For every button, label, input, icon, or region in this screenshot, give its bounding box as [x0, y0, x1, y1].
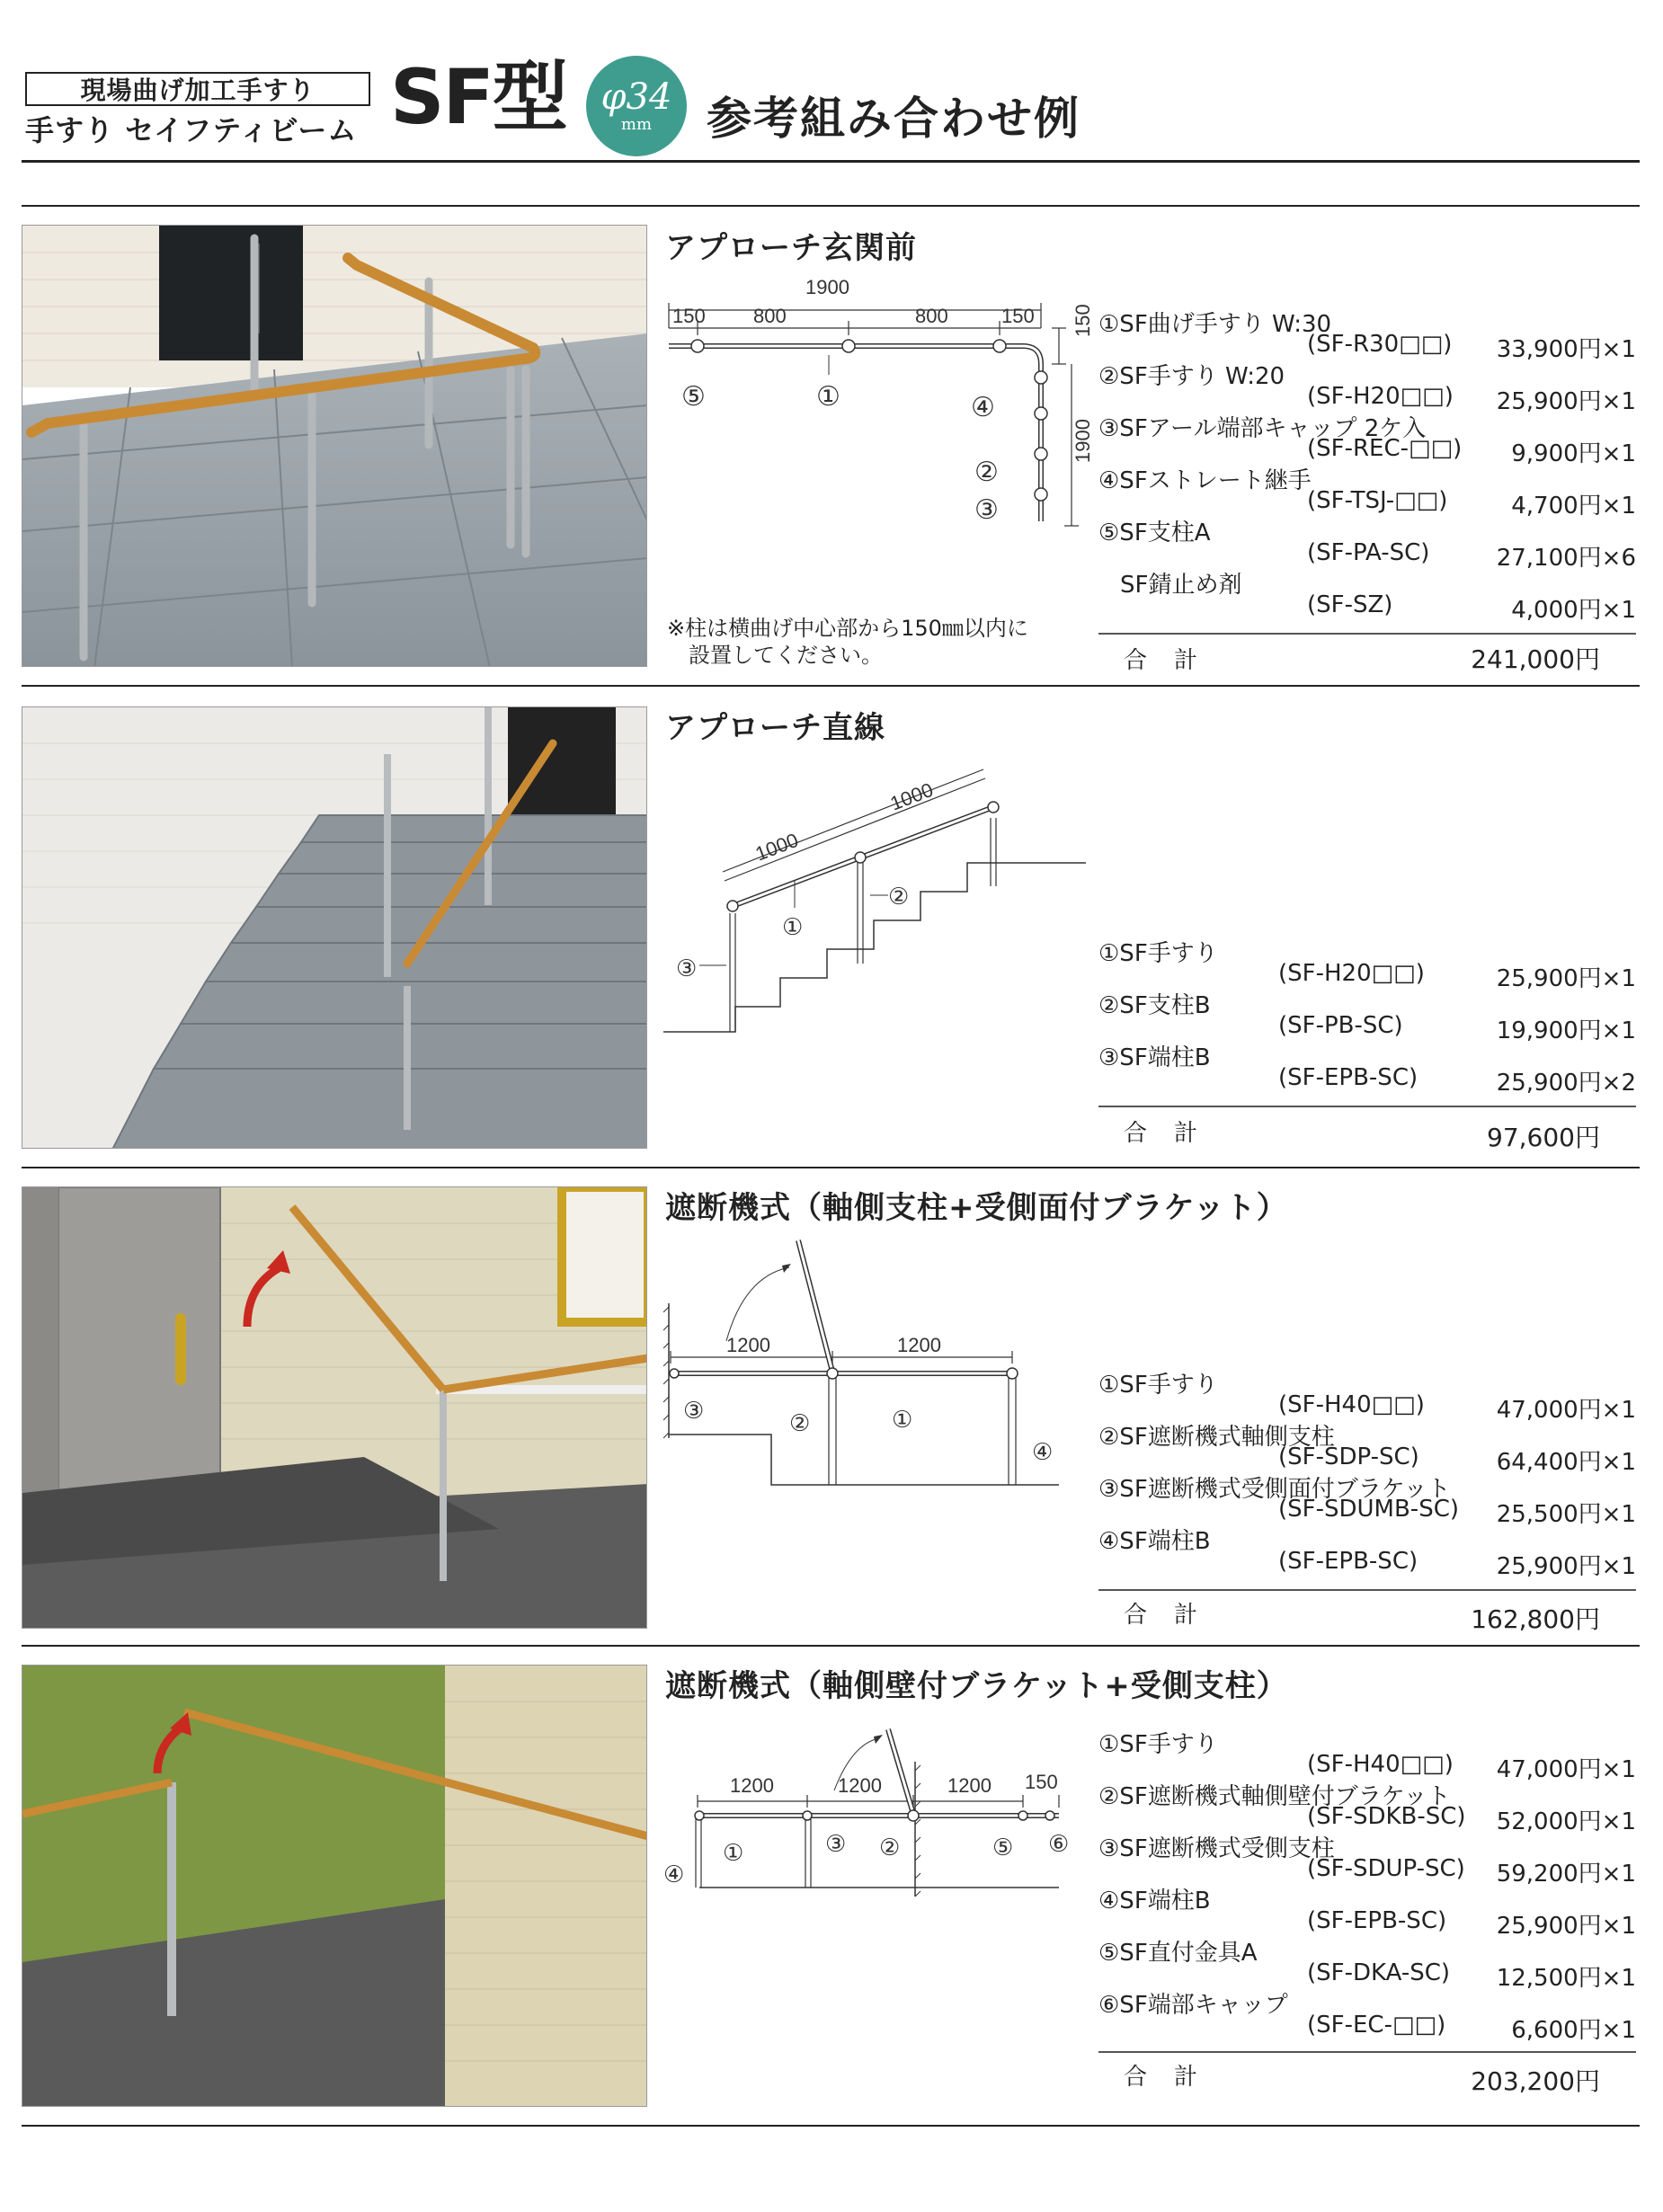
callout-1: ① — [723, 1839, 744, 1866]
photo-gate-wall-illustration — [22, 1666, 647, 2107]
total-label: 合計 — [1124, 647, 1225, 674]
diagram-gate-post — [663, 1231, 1068, 1501]
model-name: SF型 — [390, 53, 566, 141]
part-code: (SF-EPB-SC) — [1307, 1907, 1447, 1934]
part-price: 12,500円×1 — [1496, 1965, 1636, 1992]
part-code: (SF-SDUP-SC) — [1307, 1855, 1465, 1882]
section-rule — [22, 1645, 1640, 1647]
dim-b: 1000 — [886, 777, 937, 815]
note-line-2: 設置してください。 — [689, 643, 883, 668]
total-label: 合計 — [1124, 1602, 1225, 1629]
part-price: 4,700円×1 — [1511, 493, 1636, 520]
part-price: 25,500円×1 — [1496, 1501, 1636, 1528]
callout-1: ① — [892, 1406, 913, 1433]
part-code: (SF-H40□□) — [1307, 1751, 1454, 1778]
callout-3: ③ — [683, 1397, 705, 1424]
part-price: 25,900円×1 — [1496, 388, 1636, 415]
parts-list-gate-wall — [1098, 1726, 1636, 2103]
part-name: ④SF端柱B — [1098, 1888, 1211, 1914]
part-code: (SF-EC-□□) — [1307, 2012, 1446, 2039]
part-price: 25,900円×1 — [1496, 1553, 1636, 1580]
photo-approach-entrance — [22, 225, 647, 667]
total-divider — [1098, 633, 1636, 635]
part-code: (SF-DKA-SC) — [1307, 1959, 1450, 1986]
total-divider — [1098, 2051, 1636, 2053]
callout-2: ② — [974, 458, 999, 487]
diameter-badge — [586, 56, 687, 156]
part-code: (SF-PA-SC) — [1307, 539, 1430, 566]
total-value: 241,000円 — [1471, 644, 1600, 674]
callout-6: ⑥ — [1048, 1830, 1070, 1857]
section-rule — [22, 1167, 1640, 1168]
dim-v150: 150 — [1072, 304, 1094, 337]
callout-2: ② — [879, 1834, 901, 1861]
photo-gate-post — [22, 1186, 647, 1629]
part-price: 64,400円×1 — [1496, 1449, 1636, 1476]
part-price: 25,900円×2 — [1496, 1070, 1636, 1097]
dim-a: 1200 — [726, 1334, 770, 1356]
part-price: 33,900円×1 — [1496, 336, 1636, 363]
section-title: アプローチ直線 — [665, 710, 885, 746]
callout-3: ③ — [974, 495, 999, 525]
dim-150b: 150 — [1001, 305, 1035, 327]
part-code: (SF-SDKB-SC) — [1307, 1803, 1466, 1830]
part-price: 47,000円×1 — [1496, 1397, 1636, 1424]
part-name: ②SF支柱B — [1098, 992, 1211, 1019]
parts-list-gate-post — [1098, 1366, 1636, 1636]
part-code: (SF-SDP-SC) — [1278, 1444, 1419, 1470]
part-name: ④SFストレート継手 — [1098, 467, 1312, 494]
part-price: 52,000円×1 — [1496, 1808, 1636, 1835]
diameter-unit: mm — [620, 115, 653, 134]
part-price: 25,900円×1 — [1496, 1913, 1636, 1940]
callout-4: ④ — [663, 1861, 685, 1888]
total-label: 合計 — [1124, 1120, 1225, 1147]
part-code: (SF-EPB-SC) — [1278, 1064, 1418, 1091]
callout-5: ⑤ — [992, 1834, 1014, 1861]
part-name: ⑥SF端部キャップ — [1098, 1992, 1288, 2019]
part-name: ③SFアール端部キャップ 2ケ入 — [1098, 415, 1427, 442]
photo-gate-wall — [22, 1665, 647, 2107]
part-name: ③SF遮断機式受側面付ブラケット — [1098, 1476, 1451, 1503]
callout-1: ① — [816, 382, 840, 412]
part-price: 59,200円×1 — [1496, 1861, 1636, 1888]
diagram-gate-wall — [663, 1726, 1086, 1906]
part-code: (SF-PB-SC) — [1278, 1012, 1403, 1039]
total-label: 合計 — [1124, 2064, 1225, 2091]
dim-v1900: 1900 — [1072, 419, 1094, 463]
dim-a: 1200 — [730, 1774, 774, 1797]
dim-b: 1200 — [838, 1774, 882, 1797]
part-name: ②SF遮断機式軸側支柱 — [1098, 1424, 1335, 1451]
parts-list-approach-entrance — [1098, 306, 1636, 674]
part-price: 6,600円×1 — [1511, 2017, 1636, 2044]
part-name: ②SF手すり W:20 — [1098, 363, 1285, 390]
part-name: ①SF手すり — [1098, 1372, 1218, 1399]
callout-4: ④ — [1032, 1438, 1054, 1465]
part-price: 9,900円×1 — [1511, 440, 1636, 467]
diagram-approach-straight — [663, 755, 1086, 1043]
part-name: SF錆止め剤 — [1120, 572, 1242, 599]
part-price: 19,900円×1 — [1496, 1017, 1636, 1044]
section-rule — [22, 2125, 1640, 2127]
section-rule — [22, 685, 1640, 687]
photo-approach-straight-illustration — [22, 707, 647, 1149]
note-line-1: ※柱は横曲げ中心部から150㎜以内に — [667, 616, 1028, 641]
dim-800b: 800 — [915, 305, 948, 327]
part-code: (SF-H20□□) — [1278, 960, 1425, 987]
callout-2: ② — [789, 1409, 811, 1436]
dim-800a: 800 — [753, 305, 787, 327]
product-subtitle: 手すり セイフティビーム — [25, 113, 358, 147]
part-code: (SF-H40□□) — [1278, 1391, 1425, 1418]
section-rule — [22, 205, 1640, 207]
installation-note — [667, 615, 1028, 669]
dim-total: 1900 — [805, 276, 849, 298]
total-value: 97,600円 — [1487, 1123, 1600, 1152]
callout-3: ③ — [825, 1830, 847, 1857]
diagram-approach-entrance — [663, 274, 1095, 535]
page-title: 参考組み合わせ例 — [707, 93, 1081, 145]
callout-5: ⑤ — [681, 382, 706, 412]
callout-4: ④ — [971, 393, 995, 422]
part-code: (SF-EPB-SC) — [1278, 1548, 1418, 1575]
part-code: (SF-SDUMB-SC) — [1278, 1496, 1459, 1523]
part-code: (SF-H20□□) — [1307, 383, 1454, 410]
total-divider — [1098, 1106, 1636, 1107]
photo-gate-post-illustration — [22, 1187, 647, 1629]
dim-d: 150 — [1025, 1771, 1058, 1793]
part-name: ③SF端柱B — [1098, 1044, 1211, 1071]
part-name: ①SF曲げ手すり W:30 — [1098, 311, 1332, 338]
dim-a: 1000 — [751, 828, 802, 866]
callout-1: ① — [782, 913, 804, 940]
part-name: ⑤SF支柱A — [1098, 520, 1211, 546]
total-value: 203,200円 — [1471, 2066, 1600, 2096]
photo-approach-straight — [22, 706, 647, 1149]
part-name: ⑤SF直付金具A — [1098, 1940, 1258, 1967]
section-title: アプローチ玄関前 — [665, 230, 917, 266]
part-name: ③SF遮断機式受側支柱 — [1098, 1835, 1335, 1862]
boxed-label: 現場曲げ加工手すり — [25, 72, 370, 106]
diameter-value: φ34 — [600, 76, 672, 118]
dim-c: 1200 — [947, 1774, 992, 1797]
part-price: 27,100円×6 — [1496, 545, 1636, 572]
part-code: (SF-TSJ-□□) — [1307, 487, 1448, 514]
photo-approach-entrance-illustration — [22, 226, 647, 667]
parts-list-approach-straight — [1098, 935, 1636, 1150]
total-value: 162,800円 — [1471, 1604, 1600, 1634]
header-rule — [22, 160, 1640, 163]
part-name: ④SF端柱B — [1098, 1528, 1211, 1555]
dim-b: 1200 — [897, 1334, 941, 1356]
callout-2: ② — [888, 883, 910, 910]
part-name: ①SF手すり — [1098, 940, 1218, 967]
part-name: ①SF手すり — [1098, 1731, 1218, 1758]
part-code: (SF-REC-□□) — [1307, 435, 1463, 462]
dim-150a: 150 — [672, 305, 706, 327]
part-price: 4,000円×1 — [1511, 597, 1636, 624]
part-name: ②SF遮断機式軸側壁付ブラケット — [1098, 1783, 1451, 1810]
section-title: 遮断機式（軸側支柱+受側面付ブラケット） — [665, 1190, 1288, 1226]
total-divider — [1098, 1589, 1636, 1591]
part-code: (SF-SZ) — [1307, 591, 1393, 618]
section-title: 遮断機式（軸側壁付ブラケット+受側支柱） — [665, 1668, 1288, 1704]
part-price: 25,900円×1 — [1496, 965, 1636, 992]
part-code: (SF-R30□□) — [1307, 331, 1453, 358]
part-price: 47,000円×1 — [1496, 1756, 1636, 1783]
callout-3: ③ — [676, 955, 698, 982]
